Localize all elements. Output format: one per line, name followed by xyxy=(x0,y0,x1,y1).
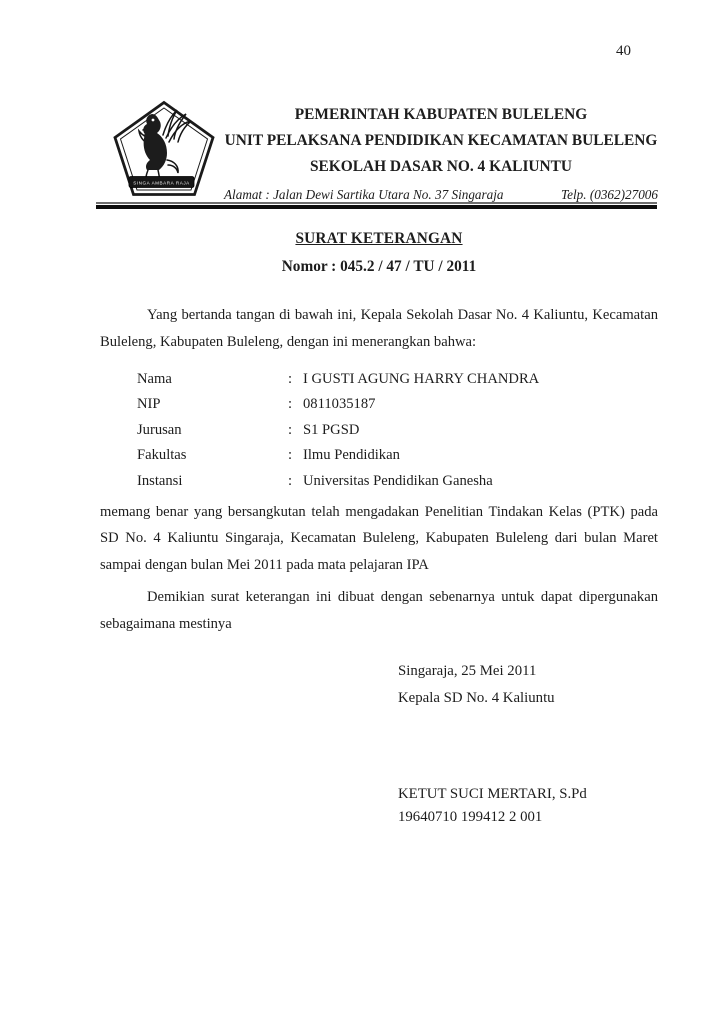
detail-row-instansi xyxy=(137,469,617,494)
document-title: SURAT KETERANGAN xyxy=(295,230,463,247)
detail-separator: : xyxy=(288,447,293,464)
detail-value: I GUSTI AGUNG HARRY CHANDRA xyxy=(303,371,540,387)
signature-place-date: Singaraja, 25 Mei 2011 xyxy=(398,663,537,679)
signature-nip: 19640710 199412 2 001 xyxy=(398,808,543,825)
detail-label: NIP xyxy=(137,396,161,413)
page-number: 40 xyxy=(616,43,631,59)
document-number: Nomor : 045.2 / 47 / TU / 2011 xyxy=(281,258,477,275)
detail-label: Nama xyxy=(137,371,172,387)
signature-identity xyxy=(398,783,587,828)
detail-separator: : xyxy=(288,396,293,413)
detail-value: Universitas Pendidikan Ganesha xyxy=(303,472,493,489)
detail-value: S1 PGSD xyxy=(303,421,360,438)
letterhead-phone: Telp. (0362)27006 xyxy=(561,187,658,202)
detail-label: Jurusan xyxy=(137,421,182,438)
letterhead-unit-line: UNIT PELAKSANA PENDIDIKAN KECAMATAN BULELENG xyxy=(224,132,658,149)
detail-separator: : xyxy=(288,371,293,387)
detail-value: Ilmu Pendidikan xyxy=(303,447,400,464)
lion-eye xyxy=(152,119,155,122)
detail-separator: : xyxy=(288,472,293,489)
detail-row-jurusan xyxy=(137,418,617,443)
letterhead xyxy=(224,102,658,207)
detail-label: Instansi xyxy=(137,472,183,489)
letterhead-school-line: SEKOLAH DASAR NO. 4 KALIUNTU xyxy=(309,158,573,175)
title-block xyxy=(100,230,658,276)
signature-name: KETUT SUCI MERTARI, S.Pd xyxy=(398,786,587,802)
buleleng-regency-emblem-logo xyxy=(112,100,216,197)
divider-thin-line xyxy=(96,202,657,204)
detail-row-nama xyxy=(137,367,617,392)
letterhead-divider xyxy=(96,202,657,209)
detail-row-nip xyxy=(137,392,617,417)
signature-block xyxy=(398,658,587,828)
opening-paragraph: Yang bertanda tangan di bawah ini, Kepala Sekolah Dasar No. 4 Kaliuntu, Kecamatan Buleleng, Kabupaten Buleleng, dengan ini menerangkan bahwa: xyxy=(100,307,658,350)
statement-paragraph: memang benar yang bersangkutan telah mengadakan Penelitian Tindakan Kelas (PTK) pada SD No. 4 Kaliuntu Singaraja, Kecamatan Buleleng, Kabupaten Buleleng dari bulan Maret sampai dengan bulan Mei 2011 pada mata pelajaran IPA xyxy=(100,504,658,573)
detail-separator: : xyxy=(288,421,293,438)
detail-label: Fakultas xyxy=(137,447,187,464)
divider-thick-line xyxy=(96,205,657,209)
emblem-banner-text: SINGA AMBARA RAJA xyxy=(133,180,190,186)
details-list xyxy=(137,367,617,494)
detail-row-fakultas xyxy=(137,443,617,468)
closing-paragraph: Demikian surat keterangan ini dibuat dengan sebenarnya untuk dapat dipergunakan sebagaimana mestinya xyxy=(100,589,658,632)
signature-role: Kepala SD No. 4 Kaliuntu xyxy=(398,690,555,706)
letterhead-address: Alamat : Jalan Dewi Sartika Utara No. 37 Singaraja xyxy=(224,187,504,202)
letterhead-government-line: PEMERINTAH KABUPATEN BULELENG xyxy=(294,106,588,123)
detail-value: 0811035187 xyxy=(303,396,376,413)
